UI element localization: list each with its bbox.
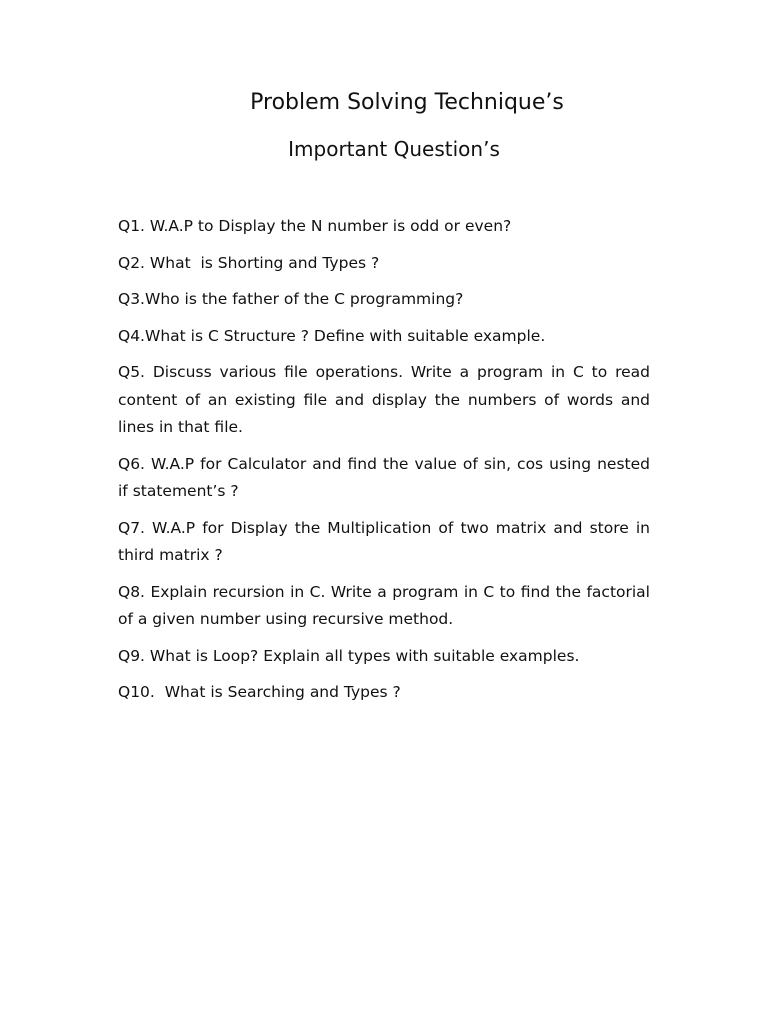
question-item-1: Q1. W.A.P to Display the N number is odd or even? bbox=[118, 217, 512, 235]
question-item-8: Q8. Explain recursion in C. Write a program in C to find the factorial of a given number using recursive method. bbox=[118, 582, 650, 628]
question-item-5: Q5. Discuss various file operations. Write a program in C to read content of an existing file and display the numbers of words and lines in that file. bbox=[118, 363, 650, 436]
page-title: Problem Solving Technique’s bbox=[250, 90, 564, 115]
page-subtitle: Important Question’s bbox=[288, 137, 500, 161]
question-item-7: Q7. W.A.P for Display the Multiplication of two matrix and store in third matrix ? bbox=[118, 518, 650, 564]
question-item-2: Q2. What is Shorting and Types ? bbox=[118, 253, 380, 272]
question-list bbox=[118, 213, 650, 716]
question-item-6: Q6. W.A.P for Calculator and find the value of sin, cos using nested if statement’s ? bbox=[118, 454, 650, 500]
question-item-9: Q9. What is Loop? Explain all types with suitable examples. bbox=[118, 646, 580, 665]
question-item-10: Q10. What is Searching and Types ? bbox=[118, 683, 401, 701]
question-item-4: Q4.What is C Structure ? Define with suitable example. bbox=[118, 326, 546, 345]
question-item-3: Q3.Who is the father of the C programming? bbox=[118, 290, 464, 308]
